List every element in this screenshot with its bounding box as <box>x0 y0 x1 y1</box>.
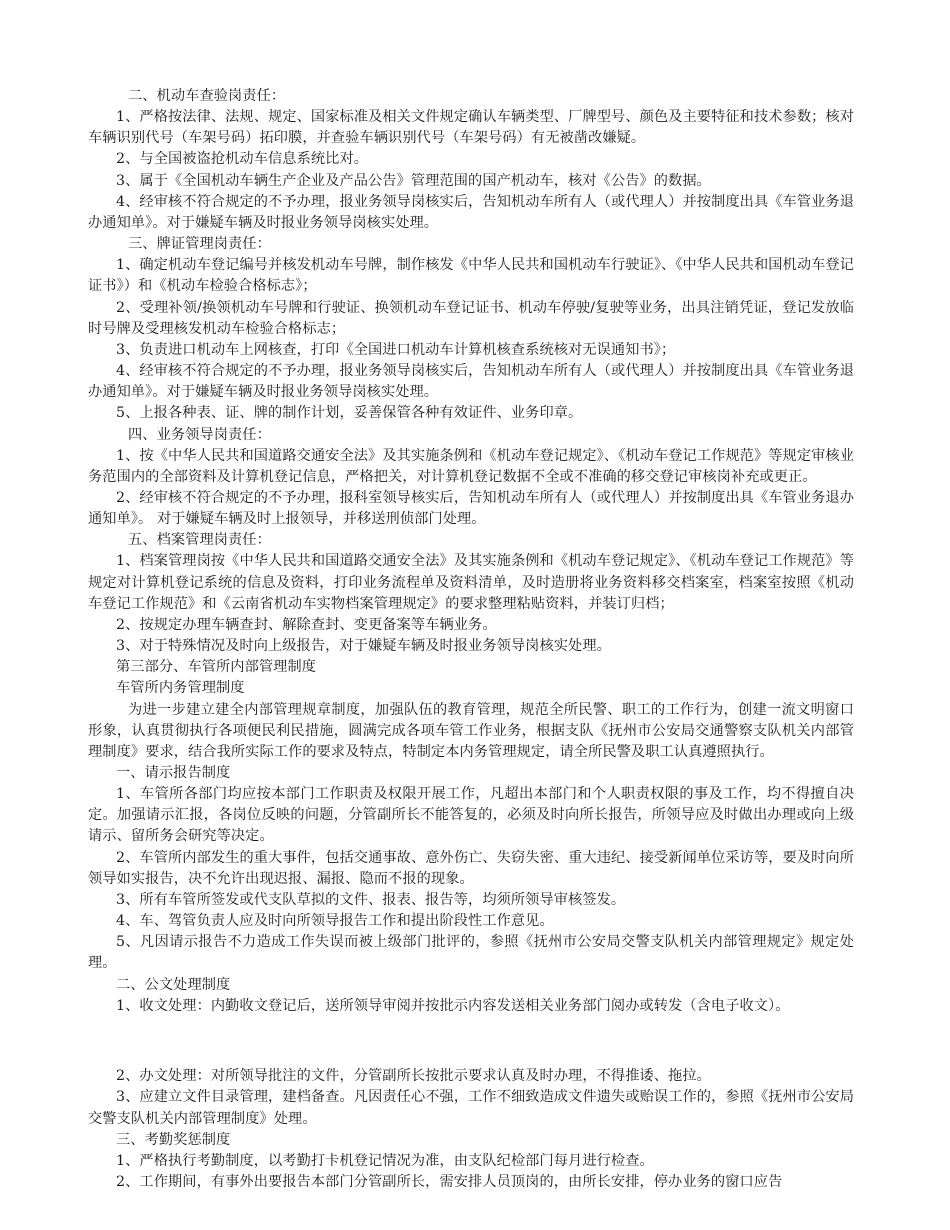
paragraph: 3、属于《全国机动车辆生产企业及产品公告》管理范围的国产机动车，核对《公告》的数据。 <box>116 172 711 189</box>
section-heading: 五、档案管理岗责任： <box>128 532 271 549</box>
paragraph: 第三部分、车管所内部管理制度 <box>116 659 317 676</box>
paragraph: 1、车管所各部门均应按本部门工作职责及权限开展工作，凡超出本部门和个人职责权限的事及工作，均不得擅自决定。加强请示汇报，各岗位反映的问题，分管副所长不能答复的，必须及时向所长报告，所领导应及时做出办理或向上级请示、留所务会研究等决定。 <box>88 786 854 845</box>
section-heading: 四、业务领导岗责任： <box>128 426 271 443</box>
paragraph: 3、应建立文件目录管理，建档备查。凡因责任心不强，工作不细致造成文件遗失或贻误工作的，参照《抚州市公安局交警支队机关内部管理制度》处理。 <box>88 1089 854 1127</box>
paragraph: 1、按《中华人民共和国道路交通安全法》及其实施条例和《机动车登记规定》、《机动车登记工作规范》等规定审核业务范围内的全部资料及计算机登记信息，严格把关，对计算机登记数据不全或不准确的移交登记审核岗补充或更正。 <box>88 447 854 485</box>
paragraph: 2、车管所内部发生的重大事件，包括交通事故、意外伤亡、失窃失密、重大违纪、接受新闻单位采访等，要及时向所领导如实报告，决不允许出现迟报、漏报、隐而不报的现象。 <box>88 849 854 887</box>
paragraph: 三、考勤奖惩制度 <box>116 1131 231 1148</box>
paragraph: 2、按规定办理车辆查封、解除查封、变更备案等车辆业务。 <box>116 616 497 633</box>
paragraph: 4、车、驾管负责人应及时向所领导报告工作和提出阶段性工作意见。 <box>116 913 554 930</box>
paragraph: 5、上报各种表、证、牌的制作计划，妥善保管各种有效证件、业务印章。 <box>116 405 583 422</box>
paragraph: 一、请示报告制度 <box>116 765 231 781</box>
paragraph: 1、严格按法律、法规、规定、国家标准及相关文件规定确认车辆类型、厂牌型号、颜色及主要特征和技术参数；核对车辆识别代号（车架号码）拓印膜，并查验车辆识别代号（车架号码）有无被凿改嫌疑。 <box>88 109 854 147</box>
paragraph: 3、负责进口机动车上网核查，打印《全国进口机动车计算机核查系统核对无误通知书》； <box>116 341 676 358</box>
paragraph: 5、凡因请示报告不力造成工作失误而被上级部门批评的，参照《抚州市公安局交警支队机关内部管理规定》规定处理。 <box>88 934 854 972</box>
paragraph: 3、对于特殊情况及时向上级报告，对于嫌疑车辆及时报业务领导岗核实处理。 <box>116 638 611 655</box>
section-heading: 为进一步建立建全内部管理规章制度，加强队伍的教育管理，规范全所民警、职工的工作行为，创建一流文明窗口形象，认真贯彻执行各项便民利民措施，圆满完成各项车管工作业务，根据支队《抚州市公安局交通警察支队机关内部管理制度》要求，结合我所实际工作的要求及特点，特制定本内务管理规定，请全所民警及职工认真遵照执行。 <box>88 701 854 760</box>
paragraph: 2、办文处理：对所领导批注的文件，分管副所长按批示要求认真及时办理，不得推诿、拖拉。 <box>116 1068 711 1085</box>
document-body <box>88 86 854 1193</box>
section-heading: 三、牌证管理岗责任： <box>128 236 271 253</box>
paragraph: 2、与全国被盗抢机动车信息系统比对。 <box>116 151 369 168</box>
paragraph: 1、严格执行考勤制度，以考勤打卡机登记情况为准，由支队纪检部门每月进行检查。 <box>116 1152 654 1169</box>
paragraph: 1、收文处理：内勤收文登记后，送所领导审阅并按批示内容发送相关业务部门阅办或转发（含电子收文）。 <box>116 997 790 1014</box>
paragraph: 1、确定机动车登记编号并核发机动车号牌，制作核发《中华人民共和国机动车行驶证》、《中华人民共和国机动车登记证书》）和《机动车检验合格标志》； <box>88 257 854 295</box>
section-heading: 二、机动车查验岗责任： <box>128 88 286 104</box>
paragraph: 1、档案管理岗按《中华人民共和国道路交通安全法》及其实施条例和《机动车登记规定》、《机动车登记工作规范》等规定对计算机登记系统的信息及资料，打印业务流程单及资料清单，及时造册将业务资料移交档案室，档案室按照《机动车登记工作规范》和《云南省机动车实物档案管理规定》的要求整理粘贴资料，并装订归档； <box>88 553 854 612</box>
paragraph: 3、所有车管所签发或代支队草拟的文件、报表、报告等，均须所领导审核签发。 <box>116 891 626 908</box>
paragraph: 2、受理补领/换领机动车号牌和行驶证、换领机动车登记证书、机动车停驶/复驶等业务，出具注销凭证，登记发放临时号牌及受理核发机动车检验合格标志； <box>88 299 854 337</box>
paragraph: 4、经审核不符合规定的不予办理，报业务领导岗核实后，告知机动车所有人（或代理人）并按制度出具《车管业务退办通知单》。对于嫌疑车辆及时报业务领导岗核实处理。 <box>88 193 854 231</box>
paragraph: 二、公文处理制度 <box>116 976 231 993</box>
paragraph: 4、经审核不符合规定的不予办理，报业务领导岗核实后，告知机动车所有人（或代理人）并按制度出具《车管业务退办通知单》。对于嫌疑车辆及时报业务领导岗核实处理。 <box>88 363 854 401</box>
paragraph: 2、经审核不符合规定的不予办理，报科室领导核实后，告知机动车所有人（或代理人）并按制度出具《车管业务退办通知单》。 对于嫌疑车辆及时上报领导，并移送刑侦部门处理。 <box>88 489 854 528</box>
blank-line <box>88 1031 854 1052</box>
paragraph: 2、工作期间，有事外出要报告本部门分管副所长，需安排人员顶岗的，由所长安排，停办业务的窗口应告 <box>116 1174 783 1191</box>
paragraph: 车管所内务管理制度 <box>116 680 245 697</box>
